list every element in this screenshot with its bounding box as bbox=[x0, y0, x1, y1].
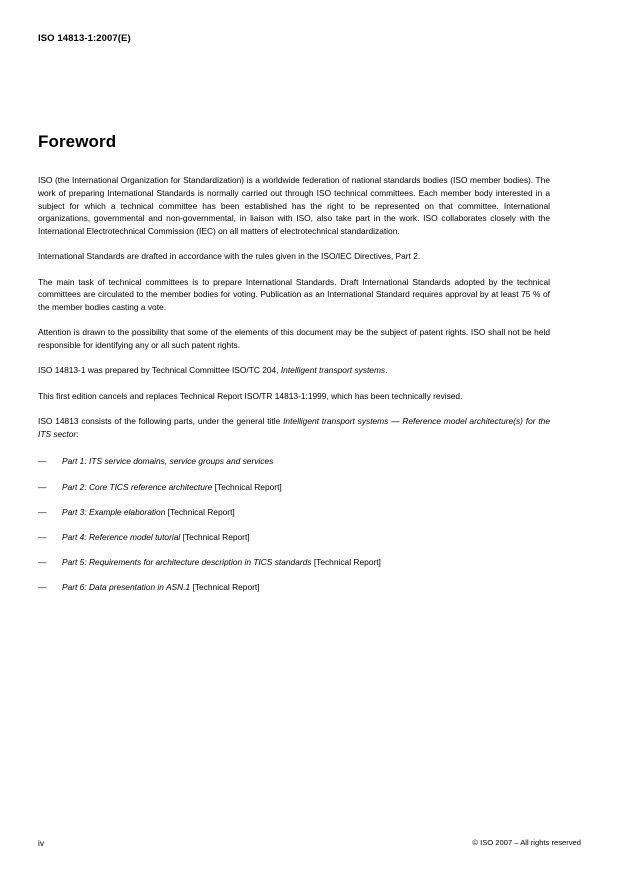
part-suffix: [Technical Report] bbox=[190, 582, 260, 593]
part-title: Part 1: ITS service domains, service groups and services bbox=[62, 456, 274, 467]
list-item bbox=[38, 481, 550, 494]
part-title: Part 2: Core TICS reference architecture bbox=[62, 481, 213, 492]
list-item bbox=[38, 455, 550, 468]
paragraph-edition-note: This first edition cancels and replaces Technical Report ISO/TR 14813-1:1999, which has been technically revised. bbox=[38, 390, 463, 401]
document-body bbox=[38, 132, 550, 606]
paragraph-prepared-by bbox=[38, 364, 550, 377]
part-title: Part 3: Example elaboration bbox=[62, 506, 166, 517]
parts-list bbox=[38, 455, 550, 593]
prepared-by-committee-title: Intelligent transport systems bbox=[280, 365, 386, 376]
list-item bbox=[38, 506, 550, 519]
em-dash-bullet: — bbox=[38, 556, 47, 567]
em-dash-bullet: — bbox=[38, 456, 47, 467]
paragraph-patent-rights: Attention is drawn to the possibility that some of the elements of this document may be the subject of patent rights. ISO shall not be held responsible for identifying any or all such patent rights. bbox=[38, 327, 550, 351]
part-suffix: [Technical Report] bbox=[311, 556, 381, 567]
parts-intro-text-after: : bbox=[76, 428, 79, 439]
part-title: Part 6: Data presentation in ASN.1 bbox=[62, 582, 191, 593]
parts-intro-general-title: Intelligent transport systems — Reference model architecture(s) for the ITS sector bbox=[38, 415, 550, 439]
em-dash-bullet: — bbox=[38, 506, 47, 517]
parts-intro-text-before: ISO 14813 consists of the following parts, under the general title bbox=[38, 415, 284, 426]
prepared-by-text-after: . bbox=[385, 365, 388, 376]
list-item bbox=[38, 581, 550, 594]
part-suffix: [Technical Report] bbox=[212, 481, 282, 492]
part-title: Part 4: Reference model tutorial bbox=[62, 531, 181, 542]
em-dash-bullet: — bbox=[38, 481, 47, 492]
paragraph-drafting-rules: International Standards are drafted in accordance with the rules given in the ISO/IEC Directives, Part 2. bbox=[38, 251, 421, 262]
part-title: Part 5: Requirements for architecture description in TICS standards bbox=[62, 556, 312, 567]
footer-copyright: © ISO 2007 – All rights reserved bbox=[472, 838, 581, 847]
footer-page-number: iv bbox=[38, 838, 45, 848]
page-title: Foreword bbox=[38, 132, 117, 151]
part-suffix: [Technical Report] bbox=[180, 531, 250, 542]
document-header-id: ISO 14813-1:2007(E) bbox=[38, 33, 131, 44]
prepared-by-text-before: ISO 14813-1 was prepared by Technical Committee ISO/TC 204, bbox=[38, 365, 281, 376]
paragraph-main-task: The main task of technical committees is to prepare International Standards. Draft International Standards adopted by the technical committees are circulated to the member bodies for voting. Publication as an International Standard requires approval by at least 75 % of the member bodies casting a vote. bbox=[38, 276, 550, 313]
list-item bbox=[38, 556, 550, 569]
paragraph-iso-intro: ISO (the International Organization for Standardization) is a worldwide federation of national standards bodies (ISO member bodies). The work of preparing International Standards is normally carried out through ISO technical committees. Each member body interested in a subject for which a technical committee has been established has the right to be represented on that committee. International organizations, governmental and non-governmental, in liaison with ISO, also take part in the work. ISO collaborates closely with the International Electrotechnical Commission (IEC) on all matters of electrotechnical standardization. bbox=[38, 175, 550, 237]
list-item bbox=[38, 531, 550, 544]
paragraph-parts-intro bbox=[38, 415, 550, 441]
part-suffix: [Technical Report] bbox=[165, 506, 235, 517]
em-dash-bullet: — bbox=[38, 582, 47, 593]
em-dash-bullet: — bbox=[38, 531, 47, 542]
